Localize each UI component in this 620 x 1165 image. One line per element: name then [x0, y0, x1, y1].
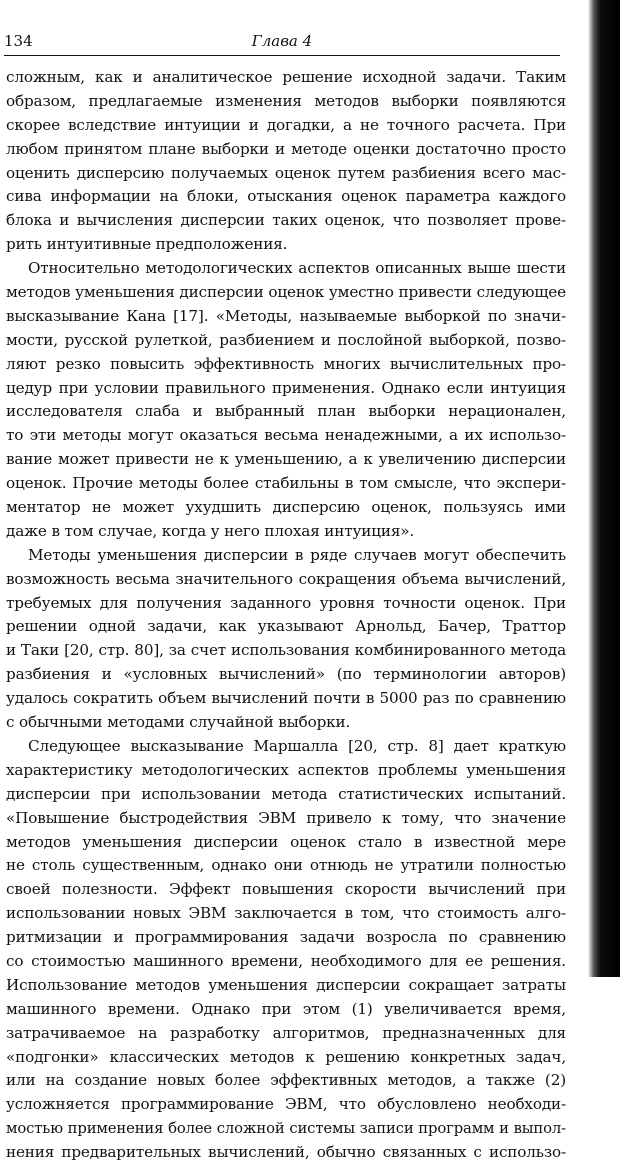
text-line: возможность весьма значительного сокращения объема вычислений,	[6, 569, 566, 588]
text-line: даже в том случае, когда у него плохая интуиция».	[6, 521, 415, 540]
page-edge-shadow	[588, 0, 620, 977]
text-line: то эти методы могут оказаться весьма ненадежными, а их использо-	[6, 426, 566, 445]
body-text	[6, 66, 566, 1165]
text-line: скорее вследствие интуиции и догадки, а не точного расчета. При	[6, 115, 566, 134]
text-line: характеристику методологических аспектов проблемы уменьшения	[6, 760, 566, 779]
text-line: Относительно методологических аспектов описанных выше шести	[28, 259, 566, 278]
text-line: образом, предлагаемые изменения методов выборки появляются	[6, 91, 566, 110]
text-line: нения предварительных вычислений, обычно связанных с использо-	[6, 1143, 566, 1162]
header-rule	[4, 55, 560, 56]
text-line: оценок. Прочие методы более стабильны в том смысле, что экспери-	[6, 474, 566, 493]
text-line: ментатор не может ухудшить дисперсию оценок, пользуясь ими	[6, 498, 566, 517]
text-line: ритмизации и программирования задачи возросла по сравнению	[6, 928, 566, 947]
text-line: или на создание новых более эффективных методов, а также (2)	[6, 1071, 566, 1090]
text-line: «Повышение быстродействия ЭВМ привело к тому, что значение	[6, 808, 566, 827]
text-line: машинного времени. Однако при этом (1) увеличивается время,	[6, 999, 566, 1018]
text-line: мости, русской рулеткой, разбиением и послойной выборкой, позво-	[6, 330, 566, 349]
text-line: решении одной задачи, как указывают Арнольд, Бачер, Траттор	[6, 617, 566, 636]
text-line: высказывание Кана [17]. «Методы, называемые выборкой по значи-	[6, 306, 566, 325]
text-line: с обычными методами случайной выборки.	[6, 713, 351, 732]
text-line: затрачиваемое на разработку алгоритмов, предназначенных для	[6, 1023, 566, 1042]
text-line: не столь существенным, однако они отнюдь не утратили полностью	[6, 856, 566, 875]
text-line: ляют резко повысить эффективность многих вычислительных про-	[6, 354, 566, 373]
text-line: мостью применения более сложной системы записи программ и выпол-	[6, 1120, 566, 1138]
text-line: сива информации на блоки, отыскания оценок параметра каждого	[6, 187, 566, 206]
text-line: использовании новых ЭВМ заключается в том, что стоимость алго-	[6, 904, 566, 923]
text-line: дисперсии при использовании метода статистических испытаний.	[6, 784, 566, 803]
text-line: Использование методов уменьшения дисперсии сокращает затраты	[6, 975, 566, 994]
chapter-title: Глава 4	[251, 32, 313, 50]
text-line: разбиения и «условных вычислений» (по терминологии авторов)	[6, 665, 566, 684]
text-line: цедур при условии правильного применения. Однако если интуиция	[6, 378, 566, 397]
text-line: Следующее высказывание Маршалла [20, стр. 8] дает краткую	[28, 736, 566, 755]
running-head	[4, 30, 560, 52]
text-line: своей полезности. Эффект повышения скорости вычислений при	[6, 880, 566, 899]
text-line: требуемых для получения заданного уровня точности оценок. При	[6, 593, 566, 612]
text-line: оценить дисперсию получаемых оценок путем разбиения всего мас-	[6, 163, 566, 182]
text-line: усложняется программирование ЭВМ, что обусловлено необходи-	[6, 1095, 566, 1114]
text-line: исследователя слаба и выбранный план выборки нерационален,	[6, 402, 566, 421]
text-line: и Таки [20, стр. 80], за счет использования комбинированного метода	[6, 641, 566, 660]
text-line: методов уменьшения дисперсии оценок стало в известной мере	[6, 832, 566, 851]
text-line: со стоимостью машинного времени, необходимого для ее решения.	[6, 951, 566, 970]
text-line: рить интуитивные предположения.	[6, 235, 288, 254]
text-line: сложным, как и аналитическое решение исходной задачи. Таким	[6, 68, 566, 86]
page-number: 134	[4, 32, 33, 50]
text-line: «подгонки» классических методов к решению конкретных задач,	[6, 1047, 566, 1066]
text-line: блока и вычисления дисперсии таких оценок, что позволяет прове-	[6, 211, 566, 230]
text-line: удалось сократить объем вычислений почти в 5000 раз по сравнению	[6, 689, 566, 708]
text-line: методов уменьшения дисперсии оценок уместно привести следующее	[6, 283, 566, 302]
text-line: Методы уменьшения дисперсии в ряде случаев могут обеспечить	[28, 545, 566, 564]
text-line: любом принятом плане выборки и методе оценки достаточно просто	[6, 139, 566, 158]
text-line: вание может привести не к уменьшению, а к увеличению дисперсии	[6, 450, 566, 469]
